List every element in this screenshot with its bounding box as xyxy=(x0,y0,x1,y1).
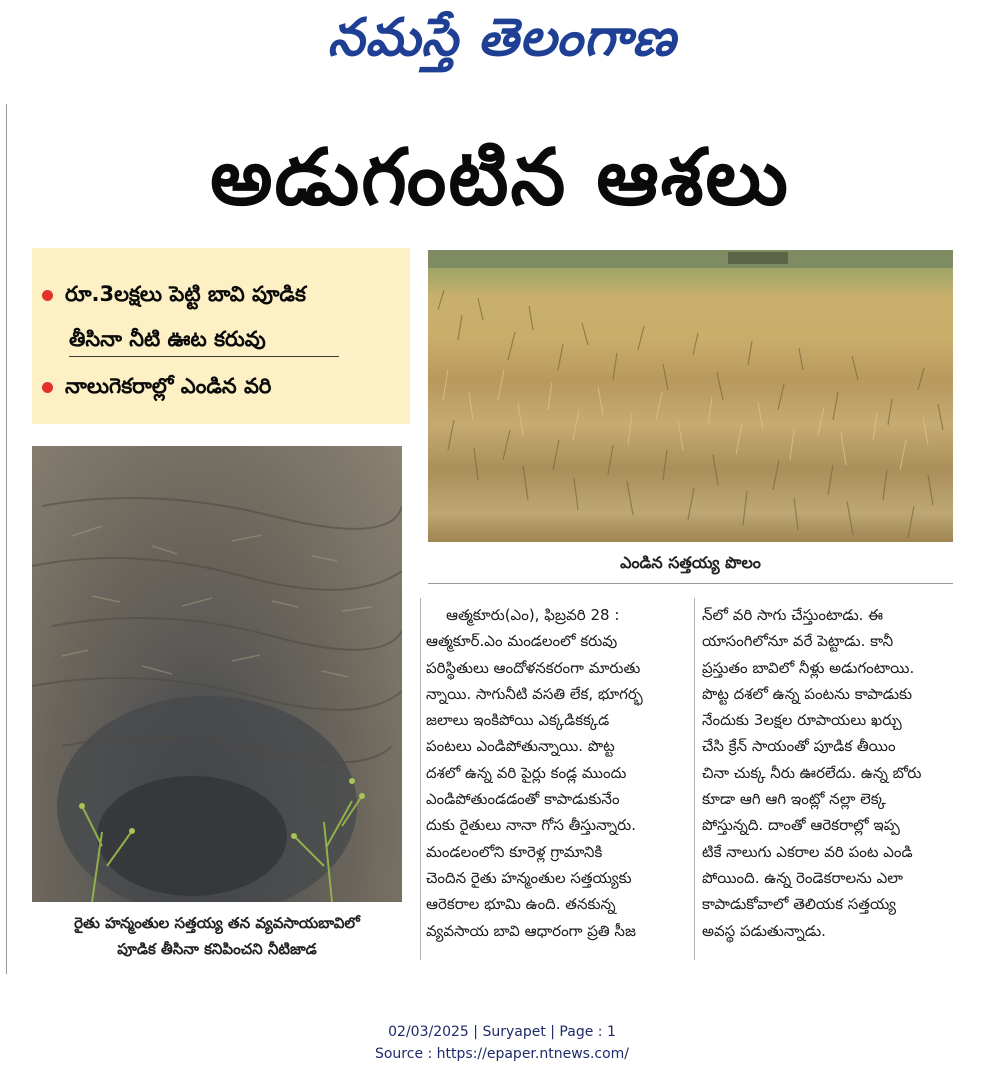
highlights-box xyxy=(32,248,410,424)
article-line: వ్యవసాయ బావి ఆధారంగా ప్రతి సీజ xyxy=(426,921,636,940)
article-line: చెందిన రైతు హన్మంతుల సత్తయ్యకు xyxy=(426,868,632,887)
column-rule-left xyxy=(420,598,421,960)
article-line: ఆత్మకూరు(ఎం), ఫిబ్రవరి 28 : xyxy=(446,606,620,624)
red-bullet-icon xyxy=(42,382,53,393)
article-column-1 xyxy=(426,602,688,944)
page-left-rule xyxy=(6,104,7,974)
well-caption-line2: పూడిక తీసినా కనిపించని నీటిజాడ xyxy=(117,940,317,958)
article-line: నేందుకు 3లక్షల రూపాయలు ఖర్చు xyxy=(702,711,902,730)
article-line: న్నాయి. సాగునీటి వసతి లేక, భూగర్భ xyxy=(426,684,643,703)
article-line: పంటలు ఎండిపోతున్నాయి. పొట్ట xyxy=(426,737,615,756)
article-line: న్‌లో వరి సాగు చేస్తుంటాడు. ఈ xyxy=(702,606,884,624)
footer-source: Source : https://epaper.ntnews.com/ xyxy=(374,1046,630,1062)
article-column-2 xyxy=(702,602,964,944)
article-line: అవస్థ పడుతున్నాడు. xyxy=(702,921,826,940)
highlight-1-line1: రూ.3లక్షలు పెట్టి బావి పూడిక xyxy=(65,282,306,306)
field-texture xyxy=(428,250,953,542)
highlight-divider xyxy=(69,356,339,357)
article-line: దశలో ఉన్న వరి పైర్లు కండ్ల ముందు xyxy=(426,763,627,782)
dried-paddy-field-photo xyxy=(428,250,953,542)
highlight-2-text: నాలుగెకరాల్లో ఎండిన వరి xyxy=(65,374,272,398)
article-line: చేసి క్రేన్ సాయంతో పూడిక తీయిం xyxy=(702,737,896,756)
highlight-item-2 xyxy=(42,368,271,404)
article-line: జలాలు ఇంకిపోయి ఎక్కడికక్కడ xyxy=(426,711,610,730)
well-texture xyxy=(32,446,402,902)
footer-date-edition: 02/03/2025 | Suryapet | Page : 1 xyxy=(388,1024,616,1040)
well-photo-caption xyxy=(32,910,402,962)
article-line: చినా చుక్క నీరు ఊరలేదు. ఉన్న బోరు xyxy=(702,763,922,782)
article-line: పొట్ట దశలో ఉన్న పంటను కాపాడుకు xyxy=(702,684,913,703)
article-line: ప్రస్తుతం బావిలో నీళ్లు అడుగంటాయి. xyxy=(702,658,915,677)
article-line: పోస్తున్నది. దాంతో ఆరెకరాల్లో ఇప్ప xyxy=(702,816,900,835)
article-line: యాసంగిలోనూ వరే పెట్టాడు. కానీ xyxy=(702,632,894,651)
article-line: పరిస్థితులు ఆందోళనకరంగా మారుతు xyxy=(426,658,641,677)
article-line: పోయింది. ఉన్న రెండెకరాలను ఎలా xyxy=(702,868,903,887)
field-photo-caption: ఎండిన సత్తయ్య పొలం xyxy=(620,553,761,572)
red-bullet-icon xyxy=(42,290,53,301)
article-line: టికే నాలుగు ఎకరాల వరి పంట ఎండి xyxy=(702,842,913,861)
article-line: కూడా ఆగి ఆగి ఇంట్లో నల్లా లెక్క xyxy=(702,790,886,809)
highlight-1-line2: తీసినా నీటి ఊట కరువు xyxy=(69,327,266,351)
article-line: దుకు రైతులు నానా గోస తీస్తున్నారు. xyxy=(426,816,637,835)
article-line: ఆరెకరాల భూమి ఉంది. తనకున్న xyxy=(426,895,616,914)
article-line: కాపాడుకోవాలో తెలియక సత్తయ్య xyxy=(702,895,896,914)
article-headline: అడుగంటిన ఆశలు xyxy=(210,133,790,223)
article-line: మండలంలోని కూరెళ్ల గ్రామానికి xyxy=(426,842,603,861)
page-footer xyxy=(0,1021,1004,1065)
masthead-logo: నమస్తే తెలంగాణ xyxy=(327,8,677,68)
well-caption-line1: రైతు హన్మంతుల సత్తయ్య తన వ్యవసాయబావిలో xyxy=(74,914,360,932)
highlight-item-1 xyxy=(42,276,306,312)
caption-divider xyxy=(428,583,953,584)
column-rule-right xyxy=(694,598,695,960)
article-line: ఆత్మకూర్.ఎం మండలంలో కరువు xyxy=(426,632,618,651)
article-line: ఎండిపోతుండడంతో కాపాడుకునేం xyxy=(426,790,620,809)
empty-well-photo xyxy=(32,446,402,902)
